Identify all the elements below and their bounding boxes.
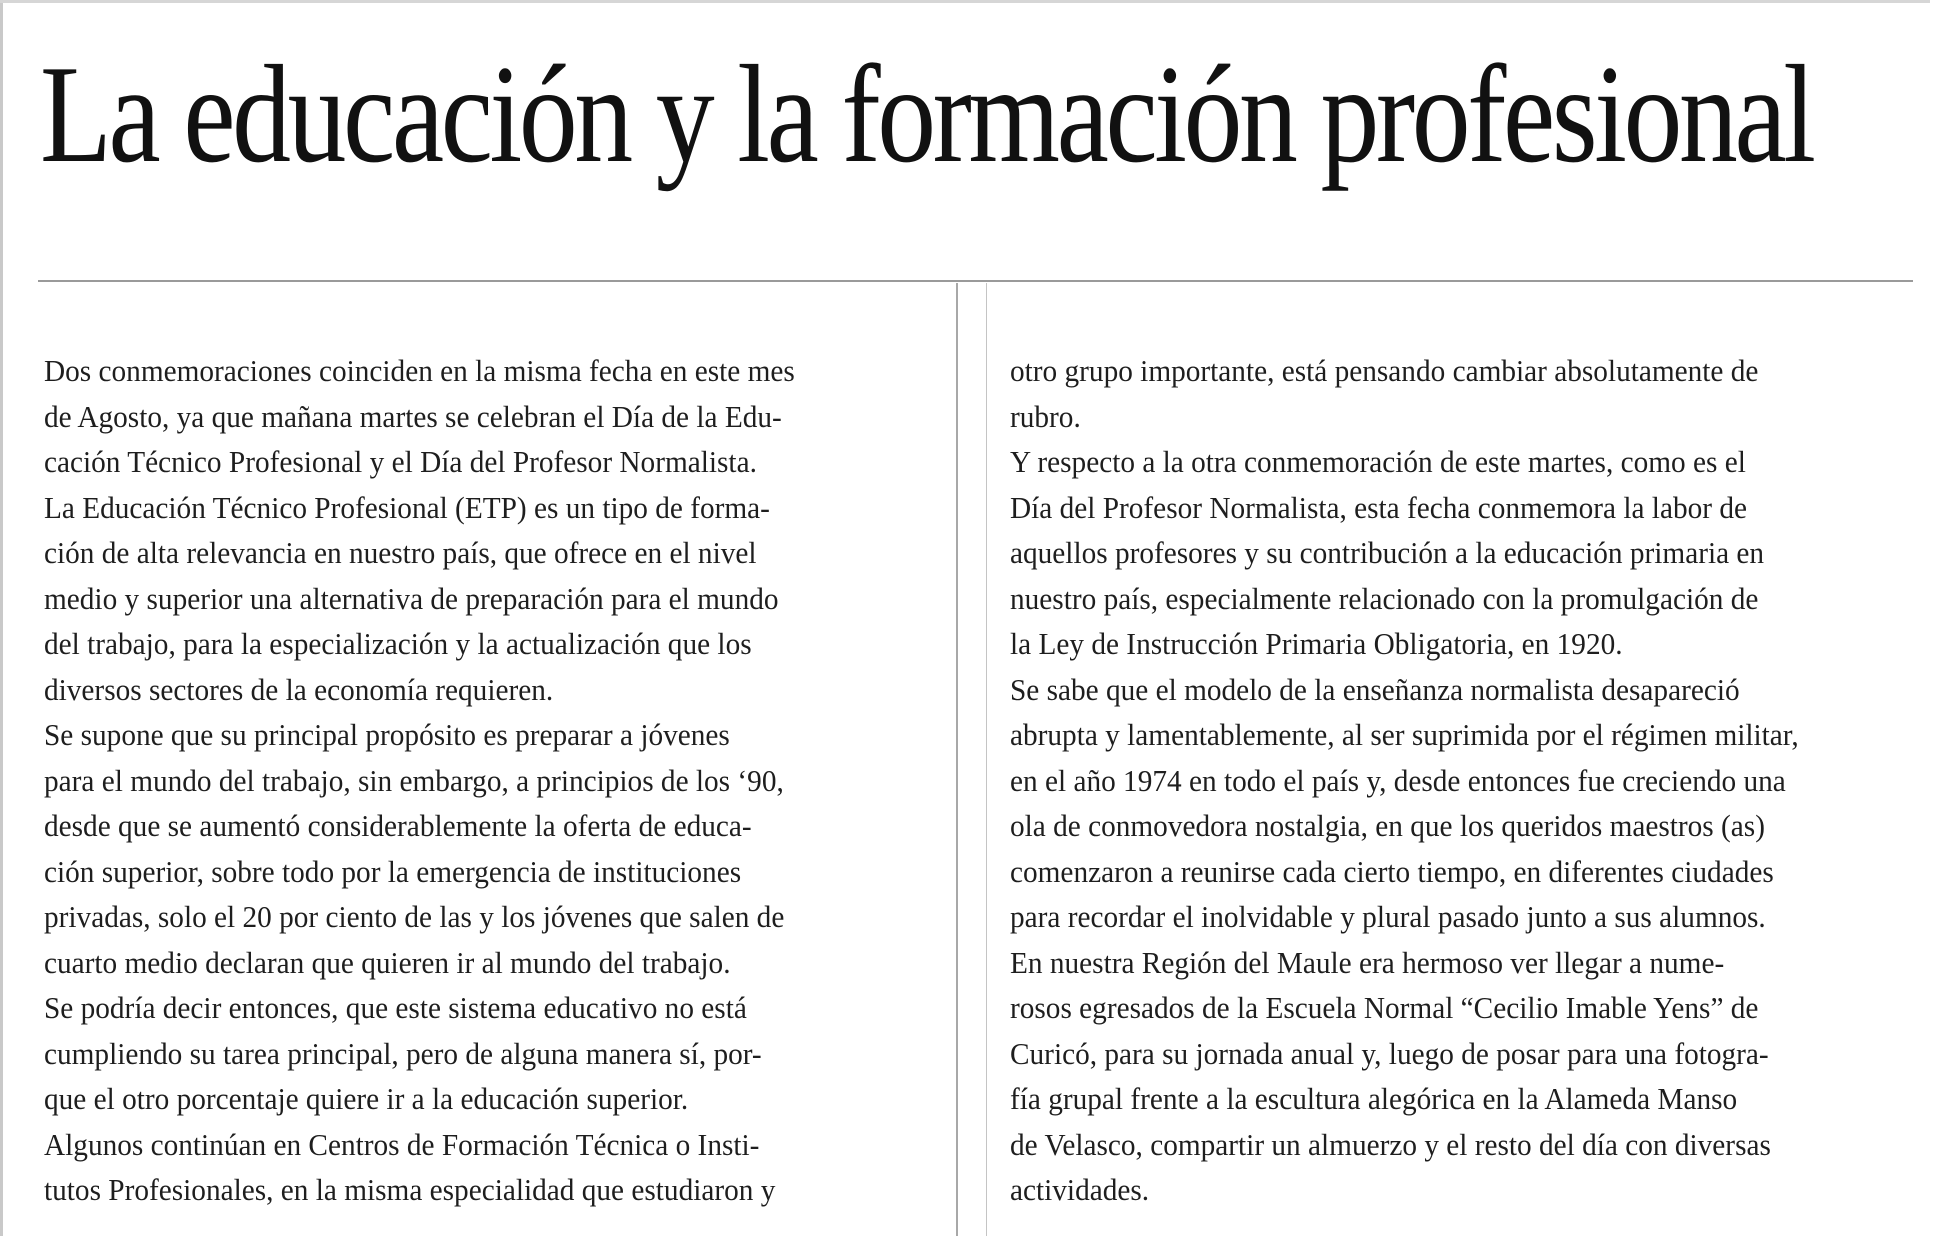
body-text-line: Algunos continúan en Centros de Formación Técnica o Insti-: [44, 1126, 760, 1162]
column-divider-secondary: [986, 283, 987, 1236]
body-text-line: nuestro país, especialmente relacionado con la promulgación de: [1010, 580, 1759, 616]
body-text-line: comenzaron a reunirse cada cierto tiempo, en diferentes ciudades: [1010, 853, 1774, 889]
body-text-line: la Ley de Instrucción Primaria Obligatoria, en 1920.: [1010, 626, 1623, 661]
body-text-line: de Agosto, ya que mañana martes se celebran el Día de la Edu-: [44, 398, 782, 434]
article-left-column: [44, 348, 951, 1213]
body-text-line: rosos egresados de la Escuela Normal “Cecilio Imable Yens” de: [1010, 990, 1759, 1025]
body-text-line: medio y superior una alternativa de preparación para el mundo: [44, 580, 779, 616]
body-text-line: aquellos profesores y su contribución a la educación primaria en: [1010, 535, 1765, 570]
article-headline: La educación y la formación profesional: [40, 37, 1813, 192]
body-text-line: para recordar el inolvidable y plural pasado junto a sus alumnos.: [1010, 899, 1766, 934]
body-text-line: actividades.: [1010, 1172, 1150, 1207]
body-text-line: desde que se aumentó considerablemente la oferta de educa-: [44, 808, 752, 843]
body-text-line: otro grupo importante, está pensando cambiar absolutamente de: [1010, 353, 1759, 388]
body-text-line: ola de conmovedora nostalgia, en que los queridos maestros (as): [1010, 808, 1765, 843]
body-text-line: privadas, solo el 20 por ciento de las y los jóvenes que salen de: [44, 899, 785, 934]
body-text-line: En nuestra Región del Maule era hermoso ver llegar a nume-: [1010, 944, 1725, 980]
body-text-line: ción de alta relevancia en nuestro país, que ofrece en el nivel: [44, 535, 757, 570]
page-top-edge: [0, 0, 1930, 3]
body-text-line: de Velasco, compartir un almuerzo y el resto del día con diversas: [1010, 1126, 1771, 1162]
body-text-line: cación Técnico Profesional y el Día del Profesor Normalista.: [44, 444, 757, 479]
body-text-line: Se sabe que el modelo de la enseñanza normalista desapareció: [1010, 671, 1740, 707]
body-text-line: cuarto medio declaran que quieren ir al mundo del trabajo.: [44, 944, 731, 980]
body-text-line: diversos sectores de la economía requieren.: [44, 671, 554, 707]
body-text-line: Dos conmemoraciones coinciden en la misma fecha en este mes: [44, 353, 795, 388]
body-text-line: ción superior, sobre todo por la emergencia de instituciones: [44, 853, 742, 889]
body-text-line: cumpliendo su tarea principal, pero de alguna manera sí, por-: [44, 1035, 762, 1071]
body-text-line: Día del Profesor Normalista, esta fecha conmemora la labor de: [1010, 489, 1747, 525]
body-text-line: Y respecto a la otra conmemoración de este martes, como es el: [1010, 444, 1746, 479]
article-right-column: [1010, 348, 1929, 1213]
column-divider: [956, 283, 958, 1236]
body-text-line: para el mundo del trabajo, sin embargo, a principios de los ‘90,: [44, 762, 784, 798]
body-text-line: en el año 1974 en todo el país y, desde entonces fue creciendo una: [1010, 762, 1786, 798]
body-text-line: Se podría decir entonces, que este sistema educativo no está: [44, 990, 747, 1025]
body-text-line: del trabajo, para la especialización y la actualización que los: [44, 626, 752, 661]
body-text-line: Se supone que su principal propósito es preparar a jóvenes: [44, 717, 730, 752]
body-text-line: tutos Profesionales, en la misma especialidad que estudiaron y: [44, 1172, 776, 1207]
headline-divider-rule: [38, 280, 1913, 282]
body-text-line: fía grupal frente a la escultura alegórica en la Alameda Manso: [1010, 1081, 1738, 1116]
body-text-line: rubro.: [1010, 398, 1081, 434]
body-text-line: Curicó, para su jornada anual y, luego de posar para una fotogra-: [1010, 1035, 1769, 1071]
body-text-line: La Educación Técnico Profesional (ETP) es un tipo de forma-: [44, 489, 770, 525]
body-text-line: que el otro porcentaje quiere ir a la educación superior.: [44, 1081, 689, 1116]
body-text-line: abrupta y lamentablemente, al ser suprimida por el régimen militar,: [1010, 717, 1799, 752]
page-left-edge: [0, 0, 3, 1236]
